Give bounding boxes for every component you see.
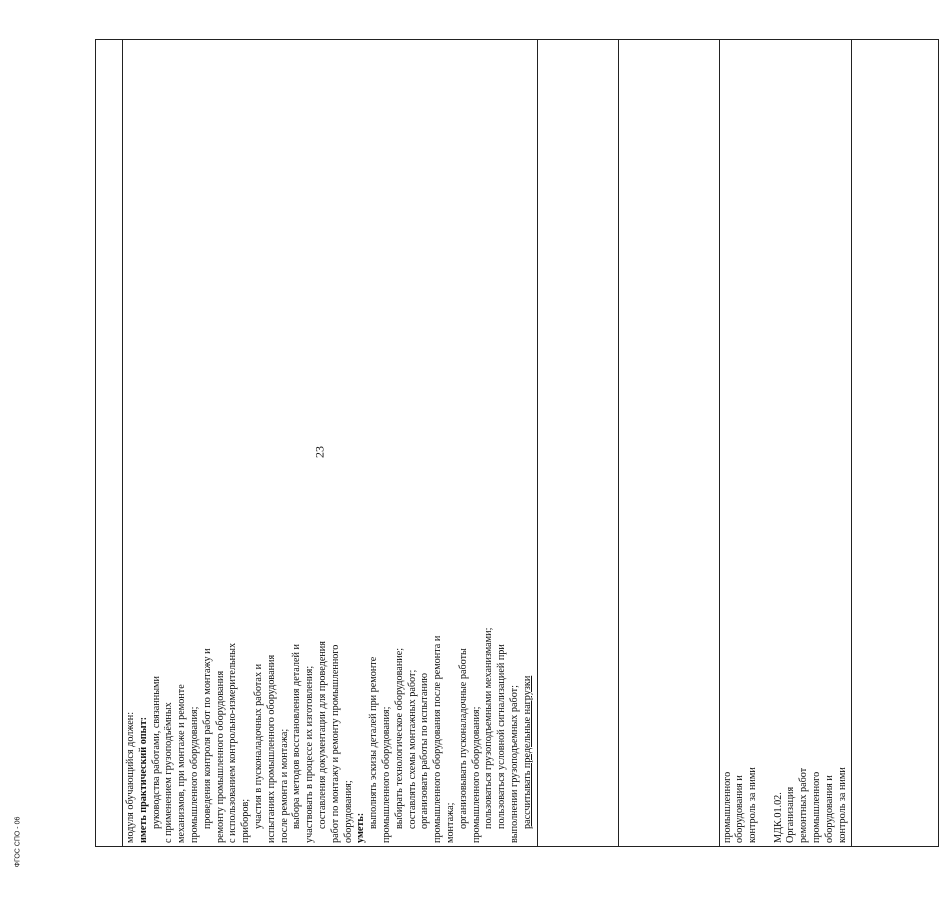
mdk-line: оборудования и — [734, 775, 746, 843]
footer-standard-code: ФГОС СПО - 06 — [14, 816, 22, 868]
skills-line: выполнять эскизы деталей при ремонте — [368, 656, 380, 829]
table-cell-hours-2 — [618, 40, 719, 847]
table-cell-competencies — [852, 40, 939, 847]
skills-line: пользоваться условной сигнализацией при — [496, 644, 508, 829]
skills-line: испытаниях промышленного оборудования — [265, 654, 277, 843]
rotated-table-container — [95, 39, 848, 847]
skills-line: модуля обучающийся должен: — [125, 711, 136, 843]
mdk-line: контроль за ними — [836, 767, 848, 843]
skills-line: иметь практический опыт: — [137, 716, 149, 843]
skills-line: составления документации для проведения — [316, 641, 328, 829]
table-cell-hours-1 — [537, 40, 618, 847]
skills-line: приборов; — [240, 798, 252, 843]
skills-line: выбирать технологическое оборудование; — [393, 647, 405, 829]
mdk-line: промышленного — [721, 771, 733, 843]
table-cell-skills — [123, 40, 538, 847]
skills-line: руководства работами, связанными — [150, 676, 162, 829]
mdk-text — [722, 43, 850, 843]
skills-line: промышленного оборудования после ремонта и — [432, 635, 444, 843]
skills-line: ремонту промышленного оборудования — [214, 670, 226, 843]
skills-line: уметь: — [355, 812, 367, 843]
skills-line: рассчитывать предельные нагрузки — [521, 675, 533, 829]
skills-line: составлять схемы монтажных работ; — [406, 669, 418, 829]
skills-line: организовать работы по испытанию — [419, 672, 431, 829]
skills-line: с применением грузоподъёмных — [163, 702, 175, 843]
table-cell-mdk — [719, 40, 852, 847]
skills-line: промышленного оборудования; — [380, 706, 392, 843]
mdk-line: оборудования и — [823, 775, 835, 843]
skills-line: с использованием контрольно-измерительных — [227, 642, 239, 843]
skills-line: проведения контроля работ по монтажу и — [201, 648, 213, 829]
skills-line: работ по монтажу и ремонту промышленного — [329, 644, 341, 843]
mdk-line — [760, 43, 773, 843]
mdk-line: контроль за ними — [747, 767, 759, 843]
table-cell-index — [96, 40, 123, 847]
page-number: 23 — [312, 446, 327, 458]
skills-line: организовывать пусконаладочные работы — [457, 648, 469, 829]
skills-text — [125, 43, 535, 843]
mdk-line: МДК.01.02. — [772, 792, 784, 843]
skills-line: участия в пусконаладочных работах и — [252, 663, 264, 829]
skills-line: выбора методов восстановления деталей и — [291, 644, 303, 829]
mdk-line: промышленного — [811, 771, 823, 843]
skills-line: промышленного оборудования; — [470, 706, 482, 843]
skills-line: механизмов, при монтаже и ремонте — [176, 684, 188, 843]
mdk-line: ремонтных работ — [798, 767, 810, 843]
mdk-line: Организация — [785, 786, 797, 843]
skills-line: монтажа; — [444, 802, 456, 843]
skills-line: участвовать в процессе их изготовления; — [304, 665, 316, 843]
skills-line: выполнении грузоподъемных работ; — [508, 685, 520, 843]
skills-line: промышленного оборудования; — [188, 706, 200, 843]
skills-line: пользоваться грузоподъемными механизмами; — [483, 627, 495, 829]
skills-line: оборудования; — [342, 780, 354, 843]
curriculum-table — [95, 39, 939, 847]
skills-line: после ремонта и монтажа; — [278, 728, 290, 843]
